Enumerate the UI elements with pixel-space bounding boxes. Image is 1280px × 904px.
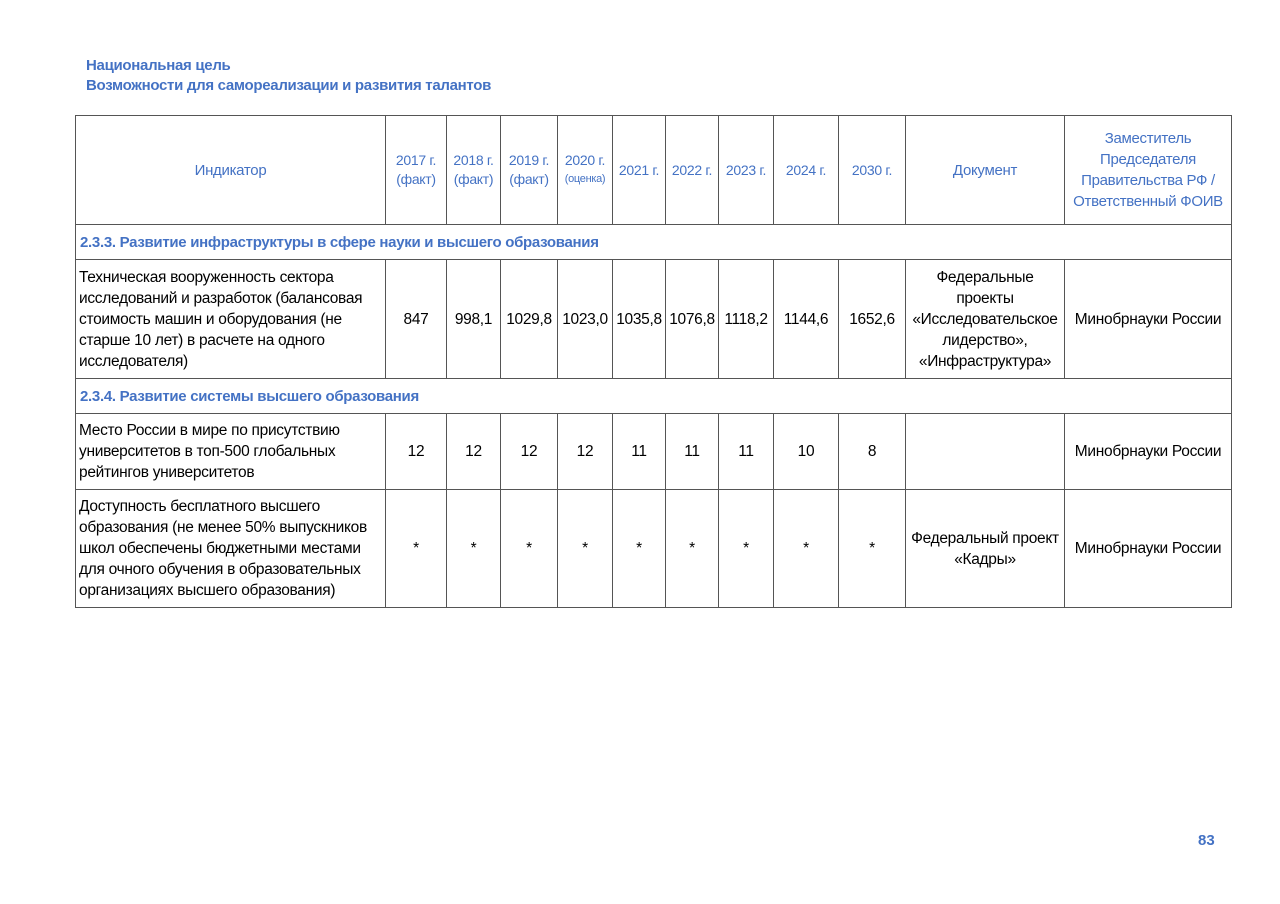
col-2020: 2020 г. (оценка) [558,116,613,225]
value-2022: 1076,8 [666,260,719,379]
value-2022: 11 [666,414,719,490]
col-2030: 2030 г. [839,116,906,225]
indicator-cell: Место России в мире по присутствию университетов в топ-500 глобальных рейтингов университетов [76,414,386,490]
value-2019: * [501,490,558,608]
col-2019: 2019 г. (факт) [501,116,558,225]
value-2030: 8 [839,414,906,490]
goal-label: Национальная цель [86,57,231,74]
table-row [76,414,1232,490]
value-2030: * [839,490,906,608]
col-2023: 2023 г. [719,116,774,225]
value-2017: * [386,490,447,608]
page-number: 83 [1198,832,1215,849]
section-title: 2.3.4. Развитие системы высшего образования [76,379,1232,414]
document-cell: Федеральные проекты «Исследовательское лидерство», «Инфраструктура» [906,260,1065,379]
value-2019: 1029,8 [501,260,558,379]
responsible-cell: Минобрнауки России [1065,414,1232,490]
col-responsible: Заместитель Председателя Правительства РФ / Ответственный ФОИВ [1065,116,1232,225]
value-2021: * [613,490,666,608]
col-document: Документ [906,116,1065,225]
goal-name: Возможности для самореализации и развития талантов [86,77,492,94]
responsible-cell: Минобрнауки России [1065,490,1232,608]
value-2024: 10 [774,414,839,490]
col-2024: 2024 г. [774,116,839,225]
col-2017: 2017 г. (факт) [386,116,447,225]
value-2021: 11 [613,414,666,490]
table-row [76,260,1232,379]
value-2030: 1652,6 [839,260,906,379]
indicator-cell: Доступность бесплатного высшего образования (не менее 50% выпускников школ обеспечены бюджетными местами для очного обучения в образовательных организациях высшего образования) [76,490,386,608]
value-2022: * [666,490,719,608]
indicators-table [75,115,1232,608]
value-2017: 847 [386,260,447,379]
section-row [76,379,1232,414]
col-2022: 2022 г. [666,116,719,225]
col-2018: 2018 г. (факт) [447,116,501,225]
table-header-row [76,116,1232,225]
col-indicator: Индикатор [76,116,386,225]
value-2024: * [774,490,839,608]
value-2018: * [447,490,501,608]
value-2020: * [558,490,613,608]
section-title: 2.3.3. Развитие инфраструктуры в сфере науки и высшего образования [76,225,1232,260]
value-2023: * [719,490,774,608]
section-row [76,225,1232,260]
document-cell [906,414,1065,490]
value-2017: 12 [386,414,447,490]
value-2018: 12 [447,414,501,490]
responsible-cell: Минобрнауки России [1065,260,1232,379]
value-2021: 1035,8 [613,260,666,379]
value-2024: 1144,6 [774,260,839,379]
value-2019: 12 [501,414,558,490]
document-cell: Федеральный проект «Кадры» [906,490,1065,608]
value-2023: 1118,2 [719,260,774,379]
value-2023: 11 [719,414,774,490]
page-title [86,56,491,96]
value-2020: 12 [558,414,613,490]
value-2020: 1023,0 [558,260,613,379]
value-2018: 998,1 [447,260,501,379]
indicator-cell: Техническая вооруженность сектора исследований и разработок (балансовая стоимость машин и оборудования (не старше 10 лет) в расчете на одного исследователя) [76,260,386,379]
table-row [76,490,1232,608]
col-2021: 2021 г. [613,116,666,225]
